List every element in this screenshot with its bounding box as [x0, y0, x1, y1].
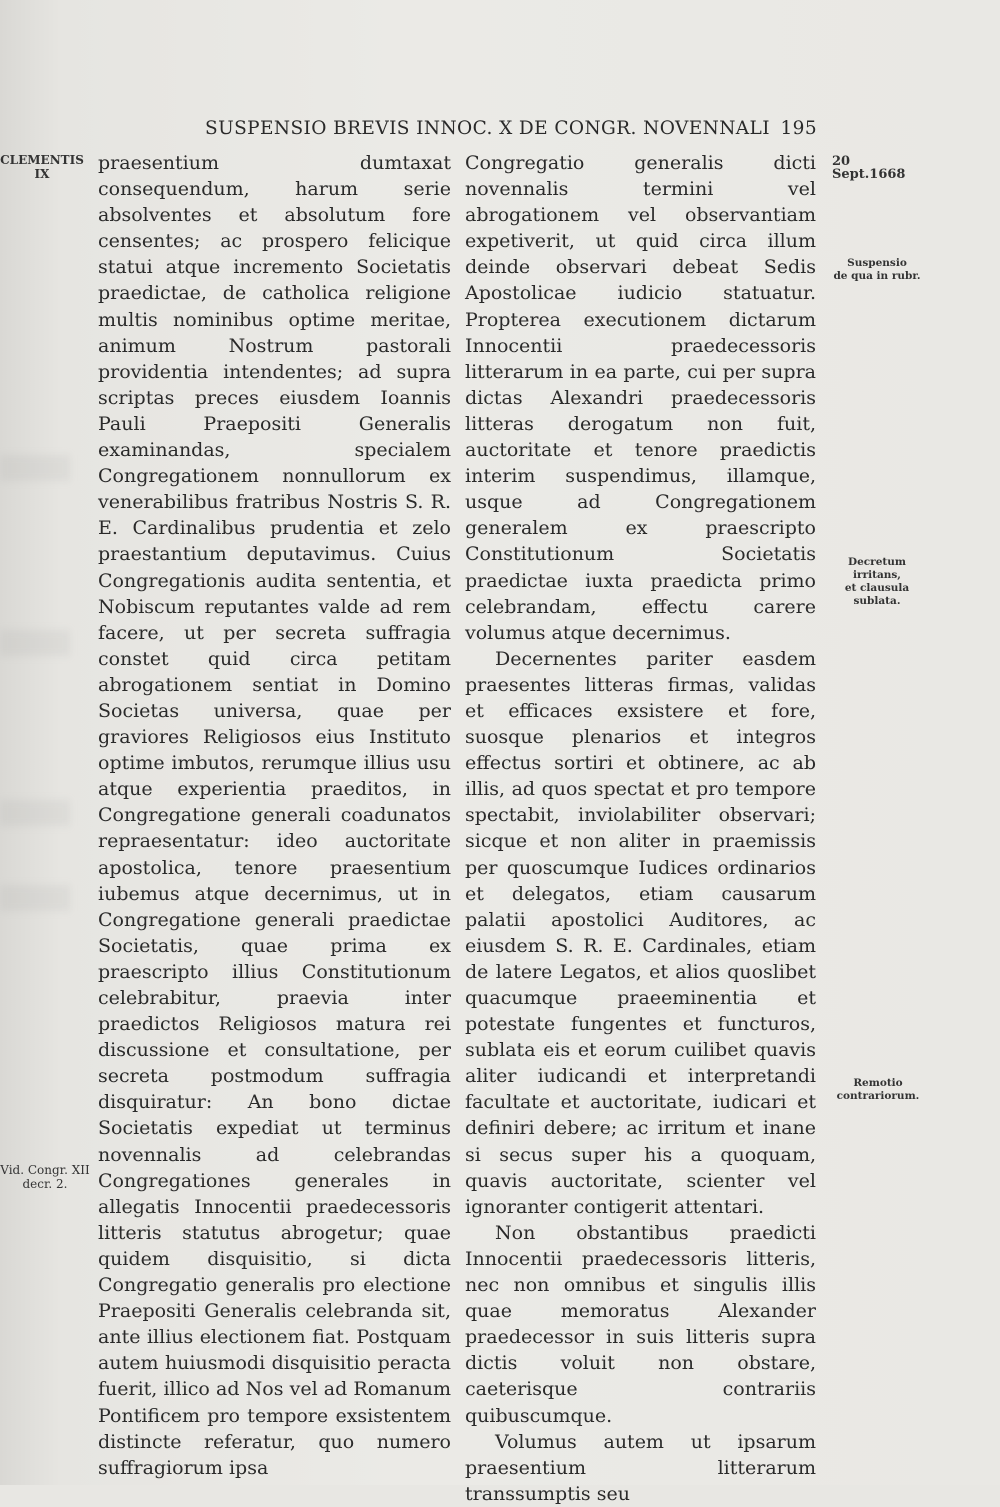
left-margin-reference [0, 1163, 90, 1191]
running-head-title: SUSPENSIO BREVIS INNOC. X DE CONGR. NOVENNALI [205, 118, 770, 139]
margin-note-line: Remotio [853, 1077, 903, 1089]
paragraph: Decernentes pariter easdem praesentes litteras firmas, validas et efficaces exsistere et fore, suosque plenarios et integros effectus sortiri et obtinere, ac ab illis, ad quos spectat et pro tempore spectabit, inviolabiliter observari; sicque et non aliter in praemissis per quoscumque Iudices ordinarios et delegatos, etiam causarum palatii apostolici Auditores, ac eiusdem S. R. E. Cardinales, etiam de latere Legatos, et alios quoslibet quacumque praeeminentia et potestate fungentes et functuros, sublata eis et eorum cuilibet quavis aliter iudicandi et interpretandi facultate et auctoritate, iudicari et definiri debere; ac irritum et inane si secus super his a quoquam, quavis auctoritate, scienter vel ignoranter contigerit attentari. [465, 647, 816, 1218]
left-margin-heading-line: CLEMENTIS [0, 153, 84, 167]
margin-note-line: de qua in rubr. [833, 270, 921, 282]
margin-note-line: sublata. [853, 595, 901, 607]
margin-note-remotio [832, 1077, 924, 1103]
bleed-through-mark [0, 630, 70, 656]
bleed-through-mark [0, 455, 70, 481]
margin-note-line: Decretum [848, 556, 906, 568]
margin-note-line: irritans, [853, 569, 901, 581]
margin-date: 20 Sept.1668 [832, 154, 906, 182]
bleed-through-mark [0, 885, 70, 911]
paragraph: praesentium dumtaxat consequendum, harum serie absolventes et absolutum fore censentes; ac prospero felicique statui atque incremento Societatis praedictae, de catholica religione multis nominibus optime meritae, animum Nostrum pastorali providentia intendentes; ad supra scriptas preces eiusdem Ioannis Pauli Praepositi Generalis examinandas, specialem Congregationem nonnullorum ex venerabilibus fratribus Nostris S. R. E. Cardinalibus prudentia et zelo praestantium deputavimus. Cuius Congregationis audita sententia, et Nobiscum reputantes valde ad rem facere, ut per secreta suffragia constet quid circa petitam abrogationem sentiat in Domino Societas universa, quae per graviores Religiosos eius Instituto optime imbutos, rerumque illius usu atque experientia praeditos, in Congregatione generali coadunatos repraesentatur: ideo auctoritate apostolica, tenore praesentium iubemus atque decernimus, ut in Congregatione generali praedictae Societatis, quae prima ex praescripto illius Constitutionum celebrabitur, praevia inter praedictos Religiosos matura rei discussione et consultatione, per secreta postmodum suffragia disquiratur: An bono dictae Societatis expediat ut terminus novennalis ad celebrandas Congregationes generales in allegatis Innocentii praedecessoris litteris statutus abrogetur; quae quidem disquisitio, si dicta Congregatio generalis pro electione Praepositi Generalis celebranda sit, ante illius electionem fiat. Postquam autem huiusmodi disquisitio peracta fuerit, illico ad Nos vel ad Romanum Pontificem pro tempore exsistentem distincte referatur, quo numero suffragiorum ipsa [98, 152, 451, 1479]
margin-note-suspensio [832, 257, 922, 283]
margin-note-line: contrariorum. [836, 1090, 920, 1102]
left-text-column [98, 150, 451, 1481]
margin-note-line: Suspensio [847, 257, 907, 269]
margin-note-line: et clausula [844, 582, 910, 594]
running-head [205, 118, 817, 139]
page-number: 195 [780, 118, 817, 139]
paragraph: Volumus autem ut ipsarum praesentium litterarum transsumptis seu [465, 1430, 816, 1505]
right-text-column [465, 150, 816, 1507]
paragraph: Congregatio generalis dicti novennalis termini vel abrogationem vel observantiam expetiverit, ut quid circa illum deinde observari debeat Sedis Apostolicae iudicio statuatur. Propterea executionem dictarum Innocentii praedecessoris litterarum in ea parte, cui per supra dictas Alexandri praedecessoris litteras derogatum non fuit, auctoritate et tenore praedictis interim suspendimus, illamque, usque ad Congregationem generalem ex praescripto Constitutionum Societatis praedictae iuxta praedicta primo celebrandam, effectu carere volumus atque decernimus. [465, 152, 816, 644]
left-margin-reference-line: decr. 2. [22, 1177, 68, 1191]
left-margin-heading-line: IX [34, 167, 50, 181]
left-margin-reference-line: Vid. Congr. XII [0, 1163, 90, 1177]
margin-note-decretum [832, 556, 922, 608]
bleed-through-mark [0, 800, 70, 826]
left-margin-heading [0, 153, 84, 181]
paragraph: Non obstantibus praedicti Innocentii praedecessoris litteris, nec non omnibus et singulis illis quae memoratus Alexander praedecessor in suis litteris supra dictis voluit non obstare, caeterisque contrariis quibuscumque. [465, 1221, 816, 1427]
